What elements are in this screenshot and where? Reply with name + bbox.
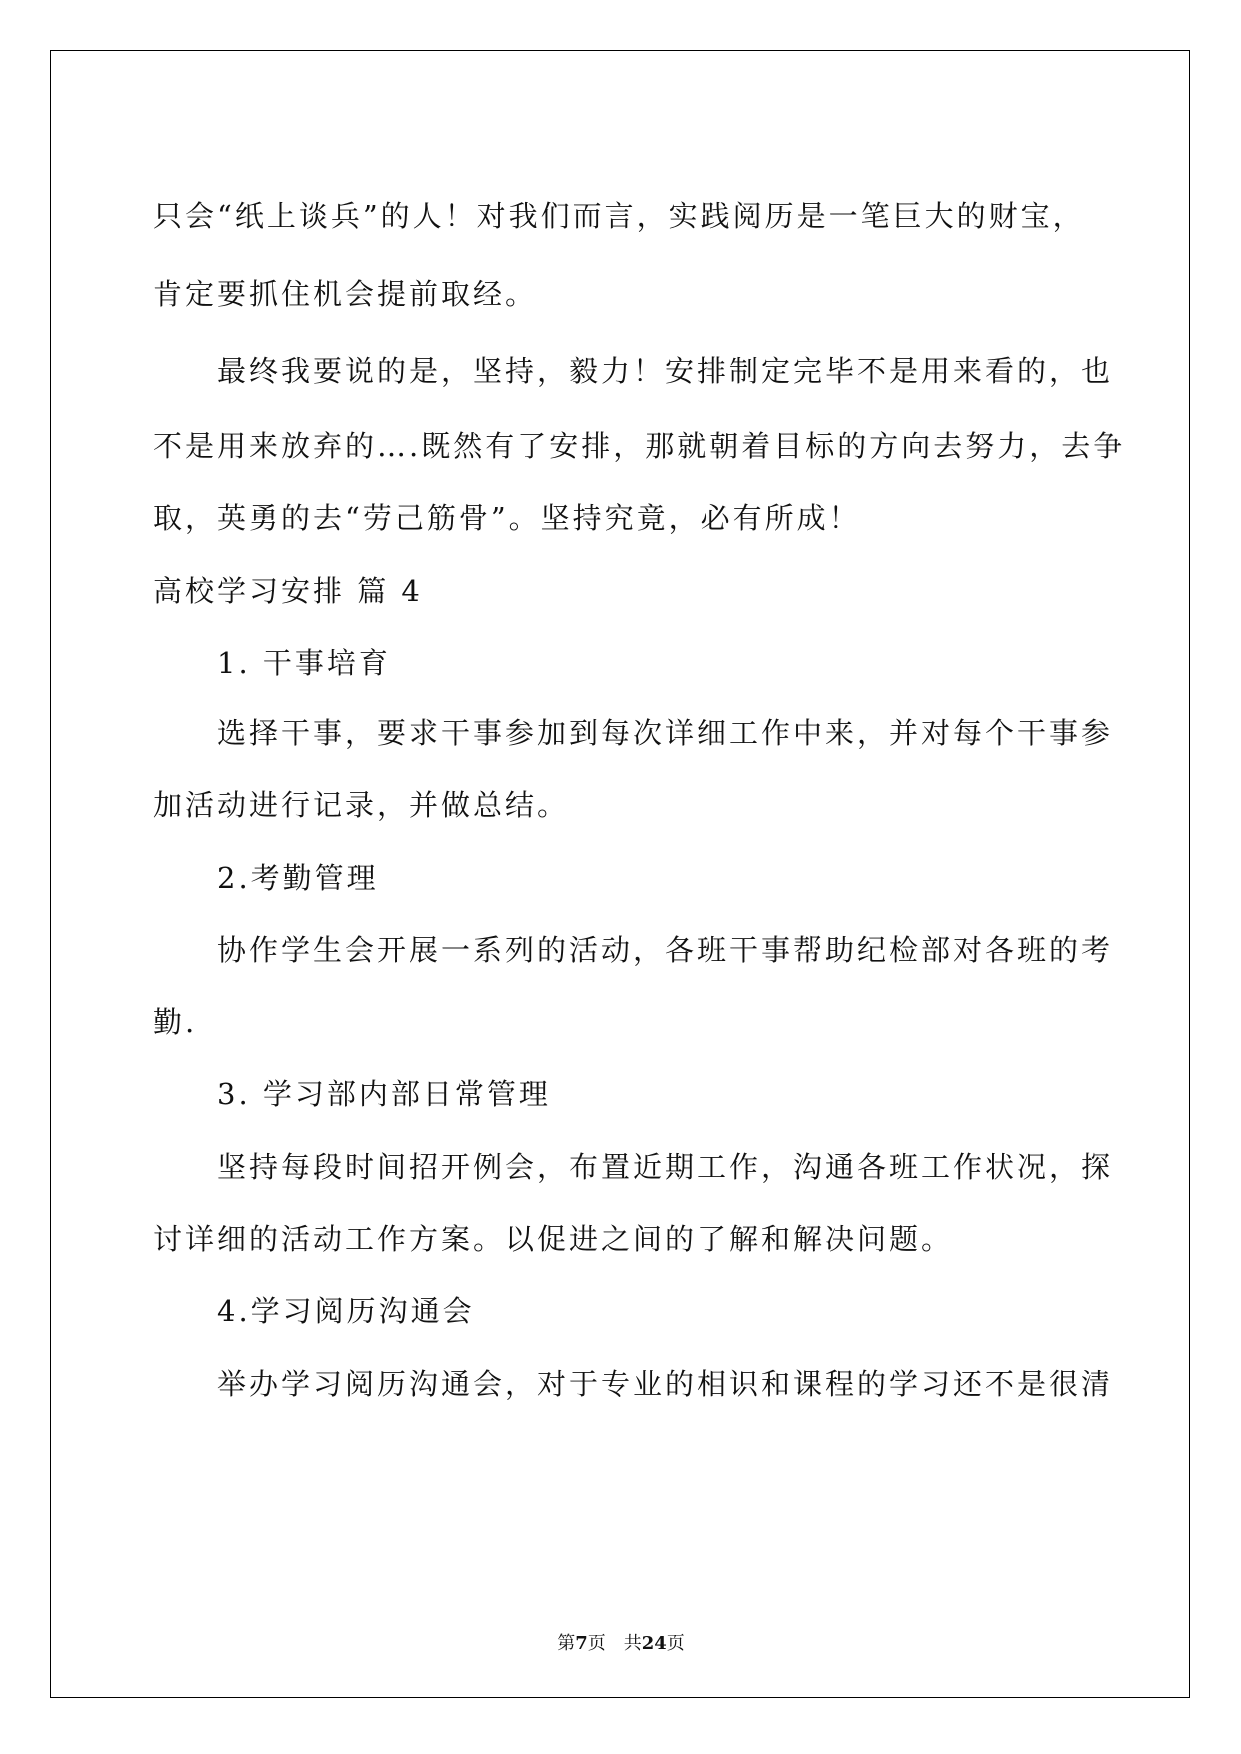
text-line: 协作学生会开展一系列的活动，各班干事帮助纪检部对各班的考 <box>217 933 1114 967</box>
text-line: 最终我要说的是，坚持，毅力！安排制定完毕不是用来看的，也 <box>217 354 1114 388</box>
item-heading: 2.考勤管理 <box>217 861 379 895</box>
footer-mid: 页 共 <box>587 1633 642 1654</box>
section-heading: 高校学习安排 篇 4 <box>153 574 423 608</box>
text-line: 取，英勇的去“劳己筋骨”。坚持究竟，必有所成！ <box>153 501 861 535</box>
page-footer <box>51 1629 1191 1655</box>
text-line: 肯定要抓住机会提前取经。 <box>153 277 538 311</box>
text-line: 坚持每段时间招开例会，布置近期工作，沟通各班工作状况，探 <box>217 1150 1114 1184</box>
item-heading: 4.学习阅历沟通会 <box>217 1294 475 1328</box>
total-page-count: 24 <box>641 1633 667 1654</box>
document-page <box>50 50 1190 1698</box>
footer-prefix: 第 <box>557 1633 576 1654</box>
text-line: 举办学习阅历沟通会，对于专业的相识和课程的学习还不是很清 <box>217 1367 1114 1401</box>
text-line: 选择干事，要求干事参加到每次详细工作中来，并对每个干事参 <box>217 716 1114 750</box>
text-line: 不是用来放弃的….既然有了安排，那就朝着目标的方向去努力，去争 <box>153 429 1126 463</box>
item-heading: 1. 干事培育 <box>217 646 391 680</box>
item-heading: 3. 学习部内部日常管理 <box>217 1077 551 1111</box>
footer-suffix: 页 <box>666 1633 685 1654</box>
text-line: 只会“纸上谈兵”的人！对我们而言，实践阅历是一笔巨大的财宝， <box>153 199 1085 233</box>
current-page-number: 7 <box>575 1633 588 1654</box>
text-line: 讨详细的活动工作方案。以促进之间的了解和解决问题。 <box>153 1222 954 1256</box>
text-line: 勤. <box>153 1005 198 1039</box>
text-line: 加活动进行记录，并做总结。 <box>153 788 570 822</box>
